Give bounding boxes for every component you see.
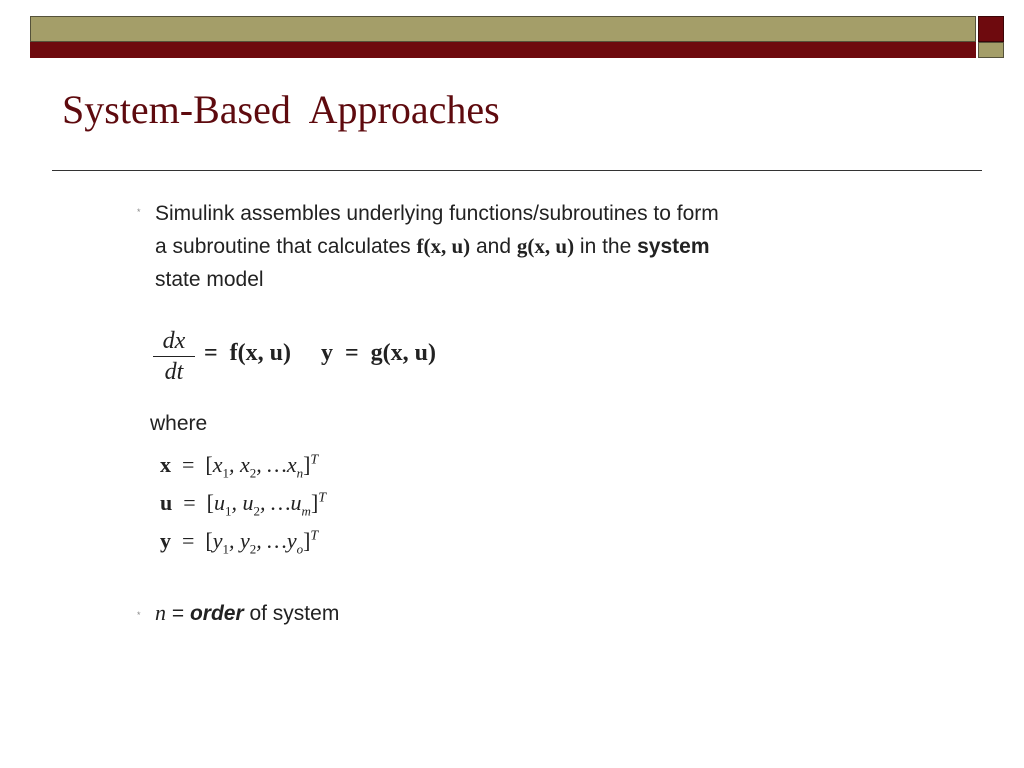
where-label: where	[150, 412, 208, 435]
x-vector-definition: $x = [x_1$, $x_2$, $\dots x_n]^T$	[160, 452, 319, 481]
bullet-marker: *	[137, 207, 141, 217]
bullet-1-line-3: state model	[155, 268, 264, 291]
fraction-denominator: dt	[164, 359, 184, 385]
bullet-marker: *	[137, 610, 141, 620]
bullet-1-line-1: Simulink assembles underlying functions/subroutines to form	[155, 202, 719, 225]
header-square-maroon	[978, 16, 1004, 42]
system-term: system	[637, 235, 710, 258]
order-variable: n	[155, 600, 166, 625]
y-vector-definition: $y = [y_1$, $y_2$, $\dots y_o]^T$	[160, 528, 319, 557]
slide-title: System-Based Approaches	[62, 87, 500, 132]
u-vector-definition: $u = [u_1$, $u_2$, $\dots u_m]^T$	[160, 490, 327, 519]
bullet-1-line-2: a subroutine that calculates f(x, u) and g(x, u) in the system	[155, 234, 710, 258]
fraction-numerator: dx	[153, 328, 195, 357]
title-divider	[52, 170, 982, 171]
g-expression: g(x, u)	[516, 234, 575, 258]
header-square-olive	[978, 42, 1004, 58]
bullet-1-text	[155, 197, 915, 296]
order-term: order	[189, 602, 244, 625]
f-expression: f(x, u)	[416, 234, 471, 258]
bullet-2-text: n = order of system	[155, 600, 340, 625]
header-bar-olive	[30, 16, 976, 42]
state-equation-rhs: = f(x, u) y = g(x, u)	[204, 340, 437, 366]
derivative-fraction	[153, 328, 195, 385]
header-bar-maroon	[30, 42, 976, 58]
